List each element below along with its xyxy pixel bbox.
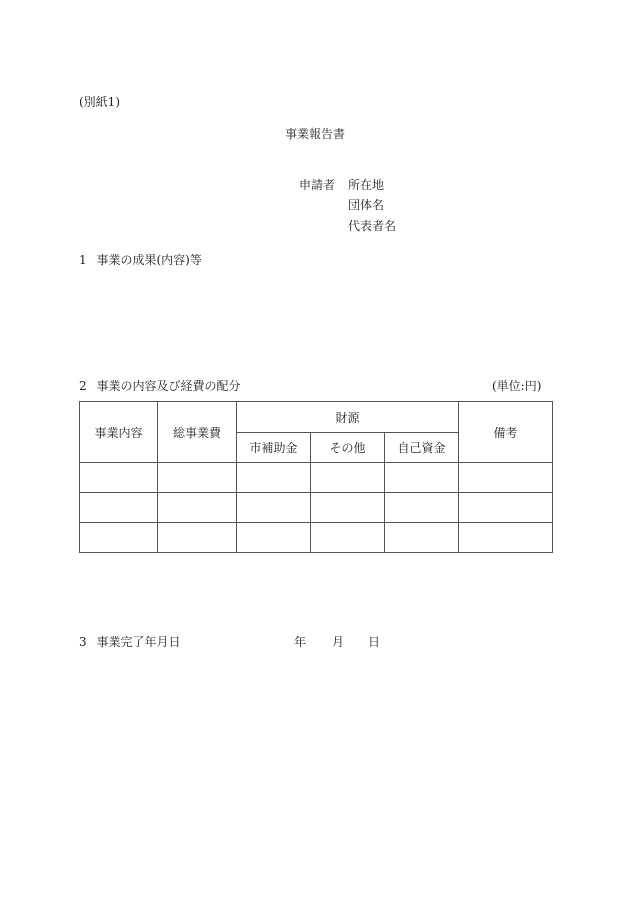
table-cell[interactable]: [385, 493, 459, 523]
table-cell[interactable]: [237, 523, 311, 553]
table-cell[interactable]: [459, 523, 553, 553]
header-own-funds: 自己資金: [385, 433, 459, 463]
table-row: [80, 463, 553, 493]
section-2-heading: [79, 379, 240, 393]
section-2-title: 事業の内容及び経費の配分: [96, 379, 241, 393]
table-row: [80, 523, 553, 553]
table-cell[interactable]: [311, 523, 385, 553]
year-label: 年: [294, 635, 307, 649]
section-3-heading: [79, 635, 180, 649]
table-cell[interactable]: [80, 523, 158, 553]
representative-label: 代表者名: [348, 219, 397, 233]
section-1-heading: [79, 253, 202, 267]
header-city-subsidy: 市補助金: [237, 433, 311, 463]
table-cell[interactable]: [237, 463, 311, 493]
table-row: [80, 493, 553, 523]
section-3-number: 3: [79, 635, 87, 649]
table-cell[interactable]: [158, 523, 237, 553]
header-funding: 財源: [237, 402, 459, 433]
header-remarks: 備考: [459, 402, 553, 463]
section-1-number: 1: [79, 253, 87, 267]
table-cell[interactable]: [158, 493, 237, 523]
table-cell[interactable]: [459, 493, 553, 523]
table-cell[interactable]: [80, 463, 158, 493]
applicant-label: 申請者: [299, 178, 336, 192]
unit-label: (単位:円): [492, 379, 542, 393]
section-1-title: 事業の成果(内容)等: [96, 253, 202, 267]
day-label: 日: [368, 635, 381, 649]
section-2-number: 2: [79, 379, 87, 393]
attachment-label: (別紙1): [79, 95, 120, 109]
table-cell[interactable]: [80, 493, 158, 523]
header-total: 総事業費: [158, 402, 237, 463]
table-cell[interactable]: [311, 493, 385, 523]
table-cell[interactable]: [311, 463, 385, 493]
section-3-title: 事業完了年月日: [96, 635, 181, 649]
document-title: 事業報告書: [285, 127, 346, 141]
header-content: 事業内容: [80, 402, 158, 463]
org-name-label: 団体名: [348, 198, 385, 212]
table-cell[interactable]: [459, 463, 553, 493]
address-label: 所在地: [348, 178, 385, 192]
table-cell[interactable]: [385, 523, 459, 553]
budget-table: [79, 401, 553, 553]
month-label: 月: [332, 635, 345, 649]
table-cell[interactable]: [385, 463, 459, 493]
header-other: その他: [311, 433, 385, 463]
table-cell[interactable]: [158, 463, 237, 493]
table-cell[interactable]: [237, 493, 311, 523]
